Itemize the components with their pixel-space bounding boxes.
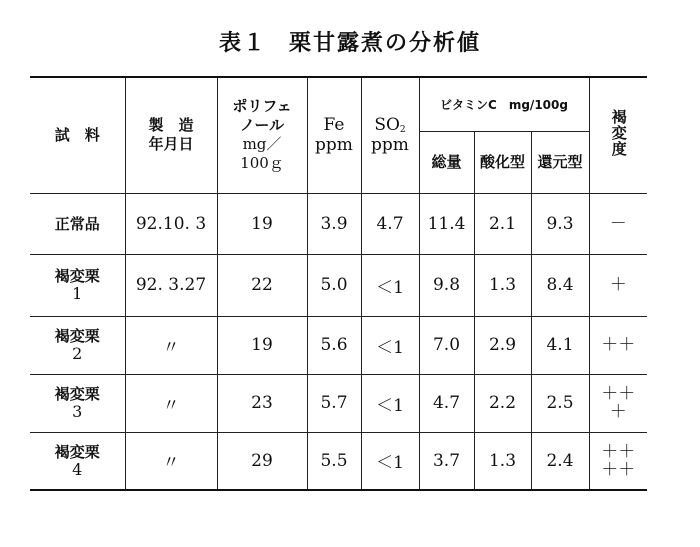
cell-browning: ＋ — [589, 254, 647, 316]
cell-vitc-oxidized: 1.3 — [474, 432, 531, 490]
cell-polyphenol: 19 — [217, 316, 307, 374]
cell-sample: 褐変栗 1 — [30, 254, 125, 316]
cell-polyphenol: 19 — [217, 193, 307, 254]
cell-so2: ＜1 — [361, 316, 419, 374]
header-vitc-reduced: 還元型 — [531, 131, 589, 193]
cell-vitc-reduced: 8.4 — [531, 254, 589, 316]
cell-vitc-total: 3.7 — [419, 432, 474, 490]
cell-fe: 5.6 — [307, 316, 361, 374]
header-vitc-total: 総量 — [419, 131, 474, 193]
cell-polyphenol: 29 — [217, 432, 307, 490]
table-number: 表１ — [218, 31, 267, 56]
cell-date: 92.10. 3 — [125, 193, 217, 254]
header-so2: $SO_2$ ppm — [361, 77, 419, 193]
cell-vitc-reduced: 4.1 — [531, 316, 589, 374]
cell-so2: ＜1 — [361, 254, 419, 316]
table-row — [30, 374, 647, 432]
cell-fe: 3.9 — [307, 193, 361, 254]
cell-polyphenol: 23 — [217, 374, 307, 432]
cell-date: 〃 — [125, 432, 217, 490]
table-row — [30, 316, 647, 374]
cell-sample: 褐変栗 3 — [30, 374, 125, 432]
cell-date: 〃 — [125, 316, 217, 374]
cell-date: 92. 3.27 — [125, 254, 217, 316]
cell-sample: 褐変栗 4 — [30, 432, 125, 490]
header-polyphenol: ポリフェ ノール mg／ 100ｇ — [217, 77, 307, 193]
analysis-table — [30, 76, 647, 491]
cell-vitc-total: 4.7 — [419, 374, 474, 432]
cell-so2: 4.7 — [361, 193, 419, 254]
cell-sample: 正常品 — [30, 193, 125, 254]
header-vitamin-c: ビタミンC mg/100g — [419, 77, 589, 131]
cell-vitc-total: 11.4 — [419, 193, 474, 254]
cell-vitc-reduced: 2.5 — [531, 374, 589, 432]
table-row — [30, 193, 647, 254]
cell-vitc-oxidized: 1.3 — [474, 254, 531, 316]
cell-sample: 褐変栗 2 — [30, 316, 125, 374]
table-title — [0, 26, 700, 57]
cell-fe: 5.0 — [307, 254, 361, 316]
table-row — [30, 254, 647, 316]
table-caption: 栗甘露煮の分析値 — [289, 31, 482, 56]
cell-browning: ＋＋ ＋＋ — [589, 432, 647, 490]
cell-vitc-reduced: 2.4 — [531, 432, 589, 490]
header-vitc-oxidized: 酸化型 — [474, 131, 531, 193]
cell-polyphenol: 22 — [217, 254, 307, 316]
header-date: 製 造 年月日 — [125, 77, 217, 193]
header-sample: 試 料 — [30, 77, 125, 193]
cell-vitc-total: 7.0 — [419, 316, 474, 374]
cell-vitc-oxidized: 2.2 — [474, 374, 531, 432]
cell-fe: 5.5 — [307, 432, 361, 490]
cell-vitc-total: 9.8 — [419, 254, 474, 316]
cell-so2: ＜1 — [361, 432, 419, 490]
header-fe: Fe ppm — [307, 77, 361, 193]
cell-browning: ＋＋ ＋ — [589, 374, 647, 432]
cell-vitc-oxidized: 2.9 — [474, 316, 531, 374]
cell-date: 〃 — [125, 374, 217, 432]
cell-fe: 5.7 — [307, 374, 361, 432]
cell-vitc-reduced: 9.3 — [531, 193, 589, 254]
cell-browning: － — [589, 193, 647, 254]
cell-browning: ＋＋ — [589, 316, 647, 374]
cell-vitc-oxidized: 2.1 — [474, 193, 531, 254]
table-row — [30, 432, 647, 490]
cell-so2: ＜1 — [361, 374, 419, 432]
header-browning: 褐変度 — [589, 77, 647, 193]
